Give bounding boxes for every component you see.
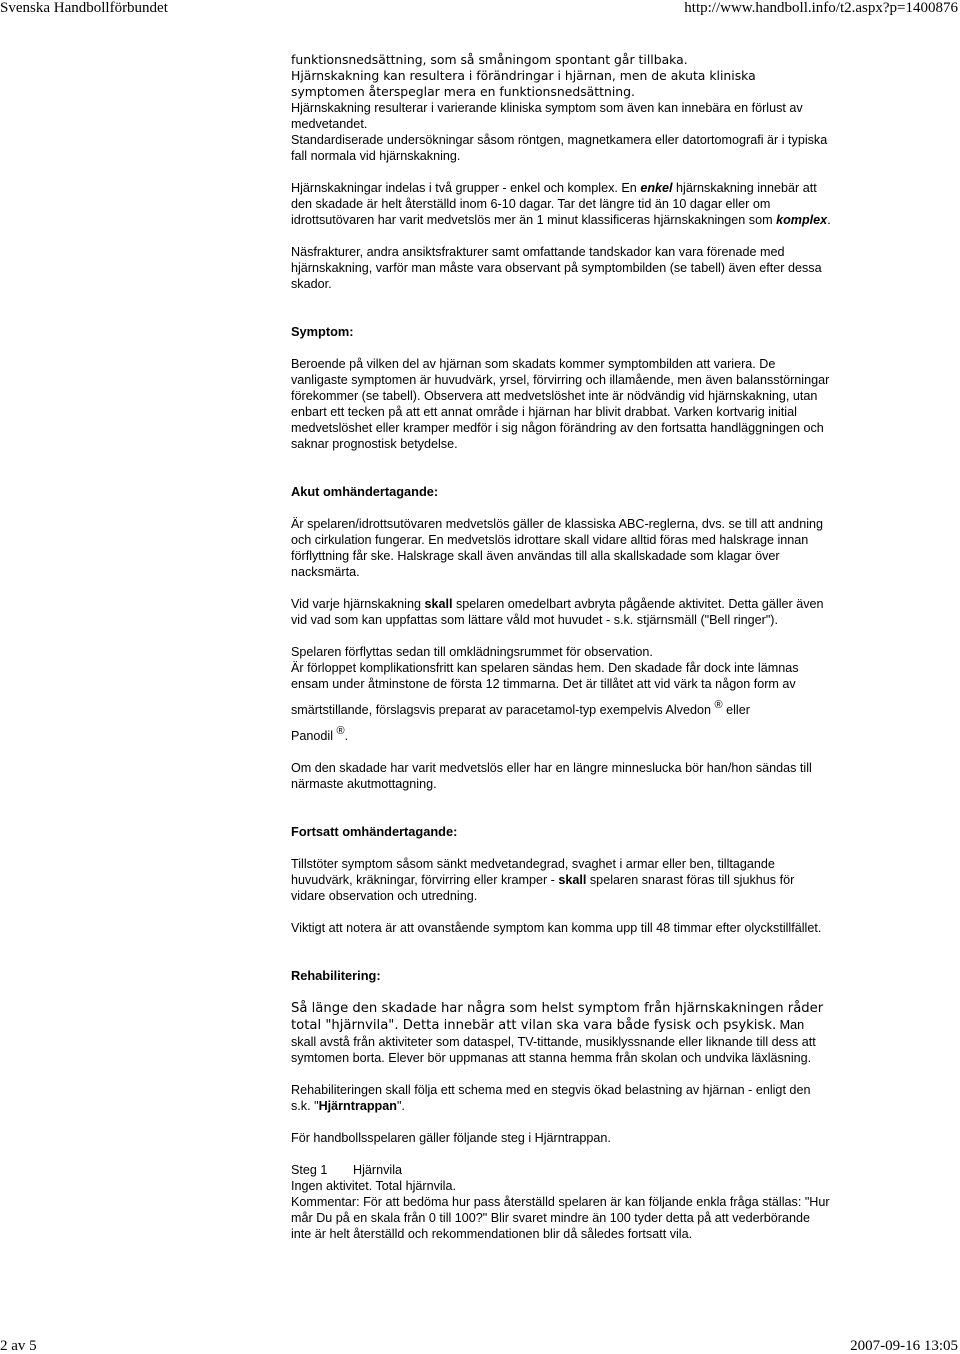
acute-stop-emphasis: skall — [424, 597, 453, 611]
groups-paragraph — [291, 180, 831, 228]
groups-text-2: hjärnskakning innebär att den skadade är helt återställd inom 6-10 dagar. Tar det längre tid än 10 dagar eller om idrottsutövaren har varit medvetslös mer än 1 minut klassificeras hjärnskakningen som — [291, 181, 817, 227]
step-1-comment: Kommentar: För att bedöma hur pass återställd spelaren är kan följande enkla fråga ställas: "Hur mår Du på en skala från 0 till 100?" Blir svaret mindre än 100 tyder detta på att vederbörande inte är helt återställd och rekommendationen blir då således fortsatt vila. — [291, 1195, 830, 1241]
acute-care-heading: Akut omhändertagande: — [291, 484, 439, 499]
rehab-schedule-text-2: ". — [396, 1099, 405, 1113]
rehab-rest-text: Så länge den skadade har några som helst symptom från hjärnskakningen råder total "hjärnvila". Detta innebär att vilan ska vara både fysisk och psykisk. — [291, 1001, 824, 1033]
intro-mono-paragraph: Hjärnskakning kan resultera i förändringar i hjärnan, men de akuta kliniska symptomen återspeglar mera en funktionsnedsättning. — [291, 68, 756, 99]
rehab-schedule-paragraph — [291, 1082, 831, 1114]
medication-text: smärtstillande, förslagsvis preparat av paracetamol-typ exempelvis Alvedon — [291, 703, 711, 717]
continued-care-heading: Fortsatt omhändertagande: — [291, 824, 458, 839]
step-1-description: Ingen aktivitet. Total hjärnvila. — [291, 1179, 456, 1193]
komplex-term: komplex — [776, 213, 828, 227]
continued-48h-paragraph: Viktigt att notera är att ovanstående symptom kan komma upp till 48 timmar efter olyckstillfället. — [291, 921, 822, 935]
step-1-label: Steg 1 — [291, 1163, 328, 1177]
acute-stop-text-2: spelaren omedelbart avbryta pågående aktivitet. Detta gäller även vid vad som kan uppfattas som lättare våld mot huvudet - s.k. stjärnsmäll ("Bell ringer"). — [291, 597, 824, 627]
registered-mark-panodil: ® — [336, 725, 345, 737]
step-1-block — [291, 1162, 831, 1242]
medication-or: eller — [722, 703, 750, 717]
enkel-term: enkel — [640, 181, 673, 195]
intro-mono-line-1: funktionsnedsättning, som så småningom spontant går tillbaka. — [291, 52, 688, 67]
step-1-name: Hjärnvila — [353, 1163, 402, 1177]
page-header-title: Svenska Handbollförbundet — [0, 0, 168, 16]
registered-mark-alvedon: ® — [714, 699, 723, 711]
page-header-url: http://www.handboll.info/t2.aspx?p=1400876 — [684, 0, 958, 16]
observation-line: Spelaren förflyttas sedan till omklädningsrummet för observation. — [291, 645, 653, 659]
fractures-paragraph: Näsfrakturer, andra ansiktsfrakturer samt omfattande tandskador kan vara förenade med hjärnskakning, varför man måste vara observant på symptombilden (se tabell) även efter dessa skador. — [291, 245, 822, 291]
rehab-activities-text: Man skall avstå från aktiviteter som dataspel, TV-tittande, musiklyssnande eller liknande till dess att symtomen borta. Elever bör uppmanas att stanna hemma från skolan och undvika läxläsning. — [291, 1018, 816, 1065]
acute-stop-paragraph — [291, 596, 831, 628]
rehab-rest-paragraph — [291, 1000, 831, 1066]
acute-hospital-paragraph: Om den skadade har varit medvetslös eller har en längre minneslucka bör han/hon sändas till närmaste akutmottagning. — [291, 761, 812, 791]
medication-line — [291, 697, 750, 718]
groups-text-1: Hjärnskakningar indelas i två grupper - enkel och komplex. En — [291, 181, 641, 195]
rehab-steps-intro: För handbollsspelaren gäller följande steg i Hjärntrappan. — [291, 1131, 611, 1145]
groups-text-3: . — [827, 213, 831, 227]
rehab-schedule-text-1: Rehabiliteringen skall följa ett schema med en stegvis ökad belastning av hjärnan - enligt den s.k. " — [291, 1083, 811, 1113]
continued-text-2: spelaren snarast föras till sjukhus för vidare observation och utredning. — [291, 873, 795, 903]
intro-exams-paragraph: Standardiserade undersökningar såsom röntgen, magnetkamera eller datortomografi är i typiska fall normala vid hjärnskakning. — [291, 133, 828, 163]
continued-text-1: Tillstöter symptom såsom sänkt medvetandegrad, svaghet i armar eller ben, tilltagande huvudvärk, kräkningar, förvirring eller kramper - — [291, 857, 775, 887]
symptom-paragraph: Beroende på vilken del av hjärnan som skadats kommer symptombilden att variera. De vanligaste symptomen är huvudvärk, yrsel, förvirring och illamående, men även balansstörningar förekommer (se tabell). Observera att medvetslöshet inte är nödvändig vid hjärnskakning, utan enbart ett tecken på att ett annat område i hjärnan har blivit drabbat. Varken kortvarig initial medvetslöshet eller kramper medför i sig någon förändring av den fortsatta handläggningen och saknar prognostisk betydelse. — [291, 357, 830, 451]
home-line: Är förloppet komplikationsfritt kan spelaren sändas hem. Den skadade får dock inte lämnas ensam under åtminstone de första 12 timmarna. Det är tillåtet att vid värk ta någon form av — [291, 661, 799, 691]
document-body — [291, 52, 831, 1242]
acute-stop-text-1: Vid varje hjärnskakning — [291, 597, 425, 611]
print-timestamp: 2007-09-16 13:05 — [850, 1338, 958, 1354]
symptom-heading: Symptom: — [291, 324, 354, 339]
panodil-text: Panodil — [291, 729, 334, 743]
acute-abc-paragraph: Är spelaren/idrottsutövaren medvetslös gäller de klassiska ABC-reglerna, dvs. se till att andning och cirkulation fungerar. En medvetslös idrottare skall vidare alltid föras med halskrage innan förflyttning får ske. Halskrage skall även användas till alla skallskadade som klagar över nacksmärta. — [291, 517, 823, 579]
rehab-heading: Rehabilitering: — [291, 968, 381, 983]
panodil-line — [291, 723, 348, 744]
continued-emphasis: skall — [558, 873, 587, 887]
hjarntrappan-term: Hjärntrappan — [318, 1099, 397, 1113]
intro-symptom-paragraph: Hjärnskakning resulterar i varierande kliniska symptom som även kan innebära en förlust av medvetandet. — [291, 101, 803, 131]
acute-observation-paragraph — [291, 644, 831, 744]
page-number: 2 av 5 — [0, 1338, 37, 1354]
panodil-period: . — [344, 729, 349, 743]
continued-symptoms-paragraph — [291, 856, 831, 904]
